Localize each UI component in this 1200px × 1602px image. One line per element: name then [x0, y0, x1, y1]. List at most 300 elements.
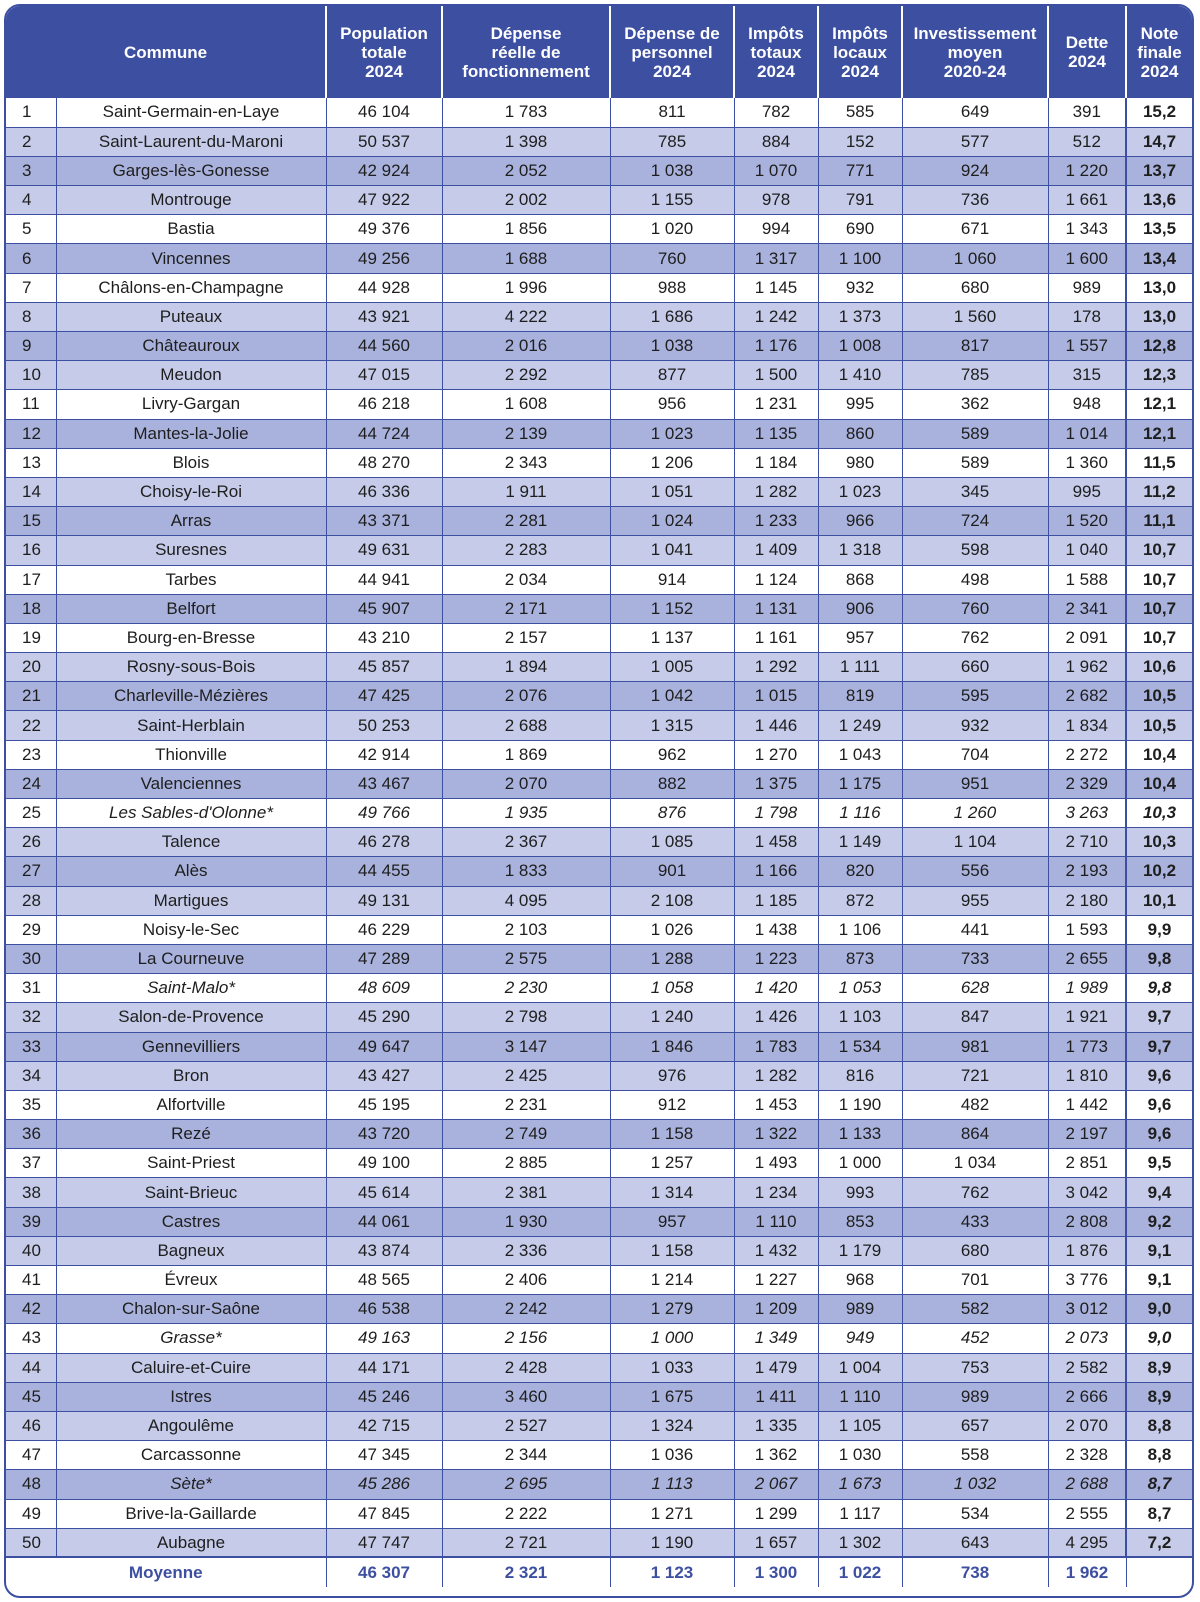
- dette-cell: 2 091: [1048, 623, 1126, 652]
- average-impots-totaux: 1 300: [734, 1557, 818, 1587]
- depense-personnel-cell: 1 315: [610, 711, 734, 740]
- table-row: [6, 448, 1192, 477]
- impots-totaux-cell: 1 145: [734, 273, 818, 302]
- dette-cell: 2 808: [1048, 1207, 1126, 1236]
- commune-cell: Châlons-en-Champagne: [56, 273, 326, 302]
- impots-locaux-cell: 1 249: [818, 711, 902, 740]
- investissement-cell: 704: [902, 740, 1048, 769]
- depense-personnel-cell: 957: [610, 1207, 734, 1236]
- depense-personnel-cell: 912: [610, 1090, 734, 1119]
- population-cell: 49 631: [326, 536, 442, 565]
- impots-locaux-cell: 1 190: [818, 1090, 902, 1119]
- impots-locaux-cell: 1 043: [818, 740, 902, 769]
- population-cell: 47 015: [326, 361, 442, 390]
- commune-cell: Puteaux: [56, 302, 326, 331]
- depense-personnel-cell: 1 000: [610, 1324, 734, 1353]
- depense-fonctionnement-cell: 2 575: [442, 944, 610, 973]
- population-cell: 49 766: [326, 799, 442, 828]
- depense-fonctionnement-cell: 3 147: [442, 1032, 610, 1061]
- depense-fonctionnement-cell: 2 343: [442, 448, 610, 477]
- depense-personnel-cell: 1 158: [610, 1120, 734, 1149]
- commune-cell: Bastia: [56, 215, 326, 244]
- depense-personnel-cell: 1 137: [610, 623, 734, 652]
- depense-fonctionnement-cell: 2 070: [442, 769, 610, 798]
- impots-locaux-cell: 932: [818, 273, 902, 302]
- rank-cell: 34: [6, 1061, 56, 1090]
- header-line: 2024: [841, 61, 879, 81]
- investissement-cell: 924: [902, 156, 1048, 185]
- investissement-cell: 441: [902, 915, 1048, 944]
- population-cell: 44 724: [326, 419, 442, 448]
- depense-fonctionnement-cell: 2 230: [442, 974, 610, 1003]
- header-line: 2024: [1140, 61, 1179, 81]
- commune-cell: Bron: [56, 1061, 326, 1090]
- investissement-cell: 1 260: [902, 799, 1048, 828]
- note-cell: 10,3: [1126, 828, 1192, 857]
- header-line: personnel: [631, 42, 713, 62]
- depense-fonctionnement-cell: 2 695: [442, 1470, 610, 1499]
- impots-totaux-cell: 1 453: [734, 1090, 818, 1119]
- impots-locaux-cell: 1 149: [818, 828, 902, 857]
- impots-totaux-cell: 1 110: [734, 1207, 818, 1236]
- rank-cell: 44: [6, 1353, 56, 1382]
- table-row: [6, 273, 1192, 302]
- depense-personnel-cell: 1 288: [610, 944, 734, 973]
- impots-totaux-cell: 1 135: [734, 419, 818, 448]
- rank-cell: 20: [6, 653, 56, 682]
- depense-fonctionnement-cell: 1 996: [442, 273, 610, 302]
- population-cell: 46 538: [326, 1295, 442, 1324]
- dette-cell: 2 180: [1048, 886, 1126, 915]
- impots-locaux-cell: 980: [818, 448, 902, 477]
- commune-cell: Saint-Priest: [56, 1149, 326, 1178]
- rank-cell: 36: [6, 1120, 56, 1149]
- dette-cell: 1 876: [1048, 1236, 1126, 1265]
- header-investissement: [902, 6, 1048, 98]
- depense-personnel-cell: 1 846: [610, 1032, 734, 1061]
- dette-cell: 2 073: [1048, 1324, 1126, 1353]
- header-line: 2024: [1068, 52, 1106, 71]
- note-cell: 9,6: [1126, 1090, 1192, 1119]
- header-line: locaux: [833, 42, 887, 62]
- note-cell: 10,5: [1126, 682, 1192, 711]
- header-line: 2024: [653, 61, 691, 81]
- note-cell: 11,5: [1126, 448, 1192, 477]
- impots-locaux-cell: 152: [818, 127, 902, 156]
- impots-totaux-cell: 978: [734, 186, 818, 215]
- note-cell: 8,7: [1126, 1470, 1192, 1499]
- impots-totaux-cell: 1 282: [734, 1061, 818, 1090]
- investissement-cell: 955: [902, 886, 1048, 915]
- dette-cell: 1 220: [1048, 156, 1126, 185]
- commune-cell: Saint-Herblain: [56, 711, 326, 740]
- note-cell: 11,1: [1126, 507, 1192, 536]
- depense-personnel-cell: 1 271: [610, 1499, 734, 1528]
- note-cell: 12,1: [1126, 390, 1192, 419]
- commune-cell: Livry-Gargan: [56, 390, 326, 419]
- depense-fonctionnement-cell: 2 052: [442, 156, 610, 185]
- header-line: 2020-24: [943, 61, 1007, 81]
- table-row: [6, 1090, 1192, 1119]
- population-cell: 47 922: [326, 186, 442, 215]
- depense-personnel-cell: 811: [610, 98, 734, 127]
- depense-fonctionnement-cell: 1 930: [442, 1207, 610, 1236]
- note-cell: 8,9: [1126, 1382, 1192, 1411]
- depense-personnel-cell: 1 058: [610, 974, 734, 1003]
- table-row: [6, 915, 1192, 944]
- population-cell: 47 345: [326, 1441, 442, 1470]
- average-label: Moyenne: [6, 1557, 326, 1587]
- dette-cell: 2 666: [1048, 1382, 1126, 1411]
- note-cell: 14,7: [1126, 127, 1192, 156]
- table-row: [6, 1266, 1192, 1295]
- depense-personnel-cell: 914: [610, 565, 734, 594]
- commune-cell: Thionville: [56, 740, 326, 769]
- commune-cell: Charleville-Mézières: [56, 682, 326, 711]
- rank-cell: 33: [6, 1032, 56, 1061]
- population-cell: 49 647: [326, 1032, 442, 1061]
- depense-fonctionnement-cell: 2 367: [442, 828, 610, 857]
- rank-cell: 32: [6, 1003, 56, 1032]
- rank-cell: 37: [6, 1149, 56, 1178]
- depense-personnel-cell: 1 324: [610, 1411, 734, 1440]
- population-cell: 47 747: [326, 1528, 442, 1557]
- depense-personnel-cell: 1 024: [610, 507, 734, 536]
- depense-personnel-cell: 1 042: [610, 682, 734, 711]
- commune-cell: Meudon: [56, 361, 326, 390]
- depense-fonctionnement-cell: 2 034: [442, 565, 610, 594]
- investissement-cell: 762: [902, 623, 1048, 652]
- rank-cell: 8: [6, 302, 56, 331]
- dette-cell: 2 688: [1048, 1470, 1126, 1499]
- depense-personnel-cell: 1 051: [610, 477, 734, 506]
- rank-cell: 2: [6, 127, 56, 156]
- impots-locaux-cell: 1 318: [818, 536, 902, 565]
- investissement-cell: 534: [902, 1499, 1048, 1528]
- header-line: Commune: [123, 42, 208, 62]
- table-row: [6, 1295, 1192, 1324]
- commune-cell: Choisy-le-Roi: [56, 477, 326, 506]
- depense-personnel-cell: 901: [610, 857, 734, 886]
- impots-totaux-cell: 2 067: [734, 1470, 818, 1499]
- population-cell: 46 229: [326, 915, 442, 944]
- depense-personnel-cell: 876: [610, 799, 734, 828]
- impots-locaux-cell: 989: [818, 1295, 902, 1324]
- table-row: [6, 390, 1192, 419]
- depense-fonctionnement-cell: 2 688: [442, 711, 610, 740]
- investissement-cell: 989: [902, 1382, 1048, 1411]
- note-cell: 9,9: [1126, 915, 1192, 944]
- dette-cell: 1 593: [1048, 915, 1126, 944]
- impots-locaux-cell: 995: [818, 390, 902, 419]
- table-row: [6, 1207, 1192, 1236]
- table-row: [6, 828, 1192, 857]
- commune-cell: Caluire-et-Cuire: [56, 1353, 326, 1382]
- table-row: [6, 1120, 1192, 1149]
- depense-fonctionnement-cell: 2 231: [442, 1090, 610, 1119]
- depense-fonctionnement-cell: 1 869: [442, 740, 610, 769]
- impots-locaux-cell: 1 373: [818, 302, 902, 331]
- header-line: Dépense: [490, 23, 562, 43]
- investissement-cell: 657: [902, 1411, 1048, 1440]
- dette-cell: 1 014: [1048, 419, 1126, 448]
- dette-cell: 1 360: [1048, 448, 1126, 477]
- rank-cell: 12: [6, 419, 56, 448]
- rank-cell: 3: [6, 156, 56, 185]
- population-cell: 47 425: [326, 682, 442, 711]
- population-cell: 43 371: [326, 507, 442, 536]
- commune-cell: Saint-Germain-en-Laye: [56, 98, 326, 127]
- table-row: [6, 1353, 1192, 1382]
- rank-cell: 43: [6, 1324, 56, 1353]
- population-cell: 44 941: [326, 565, 442, 594]
- investissement-cell: 362: [902, 390, 1048, 419]
- header-line: Note: [1140, 23, 1179, 43]
- impots-totaux-cell: 1 798: [734, 799, 818, 828]
- commune-cell: Angoulême: [56, 1411, 326, 1440]
- rank-cell: 15: [6, 507, 56, 536]
- rank-cell: 30: [6, 944, 56, 973]
- note-cell: 10,1: [1126, 886, 1192, 915]
- depense-personnel-cell: 1 190: [610, 1528, 734, 1557]
- table-row: [6, 1003, 1192, 1032]
- table-row: [6, 1061, 1192, 1090]
- impots-totaux-cell: 1 233: [734, 507, 818, 536]
- population-cell: 45 290: [326, 1003, 442, 1032]
- table-row: [6, 1499, 1192, 1528]
- population-cell: 43 921: [326, 302, 442, 331]
- table-row: [6, 565, 1192, 594]
- depense-fonctionnement-cell: 2 425: [442, 1061, 610, 1090]
- table-row: [6, 302, 1192, 331]
- population-cell: 48 565: [326, 1266, 442, 1295]
- commune-cell: Talence: [56, 828, 326, 857]
- population-cell: 44 171: [326, 1353, 442, 1382]
- impots-totaux-cell: 1 070: [734, 156, 818, 185]
- commune-cell: Suresnes: [56, 536, 326, 565]
- impots-totaux-cell: 1 223: [734, 944, 818, 973]
- commune-cell: Bagneux: [56, 1236, 326, 1265]
- note-cell: 9,6: [1126, 1061, 1192, 1090]
- rank-cell: 27: [6, 857, 56, 886]
- impots-locaux-cell: 819: [818, 682, 902, 711]
- investissement-cell: 736: [902, 186, 1048, 215]
- depense-fonctionnement-cell: 1 856: [442, 215, 610, 244]
- rank-cell: 5: [6, 215, 56, 244]
- table-row: [6, 799, 1192, 828]
- depense-fonctionnement-cell: 2 283: [442, 536, 610, 565]
- investissement-cell: 733: [902, 944, 1048, 973]
- commune-cell: Carcassonne: [56, 1441, 326, 1470]
- dette-cell: 1 600: [1048, 244, 1126, 273]
- population-cell: 43 210: [326, 623, 442, 652]
- depense-fonctionnement-cell: 2 103: [442, 915, 610, 944]
- depense-personnel-cell: 1 686: [610, 302, 734, 331]
- impots-totaux-cell: 1 458: [734, 828, 818, 857]
- impots-locaux-cell: 1 179: [818, 1236, 902, 1265]
- table-row: [6, 477, 1192, 506]
- header-note: [1126, 6, 1192, 98]
- impots-totaux-cell: 782: [734, 98, 818, 127]
- table-row: [6, 215, 1192, 244]
- dette-cell: 178: [1048, 302, 1126, 331]
- commune-cell: Noisy-le-Sec: [56, 915, 326, 944]
- table-header: [6, 6, 1192, 98]
- note-cell: 13,7: [1126, 156, 1192, 185]
- note-cell: 8,9: [1126, 1353, 1192, 1382]
- depense-fonctionnement-cell: 1 894: [442, 653, 610, 682]
- commune-cell: Montrouge: [56, 186, 326, 215]
- impots-locaux-cell: 1 110: [818, 1382, 902, 1411]
- impots-locaux-cell: 791: [818, 186, 902, 215]
- depense-personnel-cell: 1 085: [610, 828, 734, 857]
- dette-cell: 1 834: [1048, 711, 1126, 740]
- impots-totaux-cell: 1 282: [734, 477, 818, 506]
- depense-personnel-cell: 988: [610, 273, 734, 302]
- population-cell: 50 253: [326, 711, 442, 740]
- impots-totaux-cell: 1 166: [734, 857, 818, 886]
- population-cell: 48 270: [326, 448, 442, 477]
- investissement-cell: 595: [902, 682, 1048, 711]
- note-cell: 13,0: [1126, 302, 1192, 331]
- investissement-cell: 753: [902, 1353, 1048, 1382]
- commune-cell: Martigues: [56, 886, 326, 915]
- commune-cell: Tarbes: [56, 565, 326, 594]
- dette-cell: 1 040: [1048, 536, 1126, 565]
- impots-totaux-cell: 1 432: [734, 1236, 818, 1265]
- dette-cell: 1 343: [1048, 215, 1126, 244]
- impots-locaux-cell: 1 030: [818, 1441, 902, 1470]
- depense-personnel-cell: 1 038: [610, 156, 734, 185]
- table-row: [6, 682, 1192, 711]
- note-cell: 9,4: [1126, 1178, 1192, 1207]
- rank-cell: 28: [6, 886, 56, 915]
- rank-cell: 46: [6, 1411, 56, 1440]
- impots-locaux-cell: 1 116: [818, 799, 902, 828]
- impots-totaux-cell: 1 292: [734, 653, 818, 682]
- rank-cell: 49: [6, 1499, 56, 1528]
- dette-cell: 2 193: [1048, 857, 1126, 886]
- average-population: 46 307: [326, 1557, 442, 1587]
- dette-cell: 2 070: [1048, 1411, 1126, 1440]
- depense-personnel-cell: 882: [610, 769, 734, 798]
- note-cell: 8,8: [1126, 1411, 1192, 1440]
- investissement-cell: 598: [902, 536, 1048, 565]
- depense-personnel-cell: 1 020: [610, 215, 734, 244]
- impots-locaux-cell: 1 534: [818, 1032, 902, 1061]
- note-cell: 7,2: [1126, 1528, 1192, 1557]
- depense-fonctionnement-cell: 2 242: [442, 1295, 610, 1324]
- investissement-cell: 452: [902, 1324, 1048, 1353]
- table-row: [6, 507, 1192, 536]
- depense-fonctionnement-cell: 2 139: [442, 419, 610, 448]
- impots-locaux-cell: 820: [818, 857, 902, 886]
- note-cell: 9,0: [1126, 1324, 1192, 1353]
- dette-cell: 3 012: [1048, 1295, 1126, 1324]
- header-line: Population: [340, 23, 428, 43]
- rank-cell: 40: [6, 1236, 56, 1265]
- header-line: Impôts: [748, 23, 804, 43]
- average-depense-personnel: 1 123: [610, 1557, 734, 1587]
- population-cell: 46 336: [326, 477, 442, 506]
- dette-cell: 2 682: [1048, 682, 1126, 711]
- header-depense-fonctionnement: [442, 6, 610, 98]
- note-cell: 10,7: [1126, 536, 1192, 565]
- impots-totaux-cell: 1 335: [734, 1411, 818, 1440]
- depense-fonctionnement-cell: 2 798: [442, 1003, 610, 1032]
- commune-cell: Bourg-en-Bresse: [56, 623, 326, 652]
- note-cell: 13,5: [1126, 215, 1192, 244]
- commune-cell: Saint-Malo*: [56, 974, 326, 1003]
- impots-locaux-cell: 1 111: [818, 653, 902, 682]
- depense-personnel-cell: 1 041: [610, 536, 734, 565]
- note-cell: 8,8: [1126, 1441, 1192, 1470]
- rank-cell: 7: [6, 273, 56, 302]
- header-line: 2024: [757, 61, 795, 81]
- depense-fonctionnement-cell: 2 002: [442, 186, 610, 215]
- table-row: [6, 594, 1192, 623]
- impots-locaux-cell: 1 105: [818, 1411, 902, 1440]
- population-cell: 42 924: [326, 156, 442, 185]
- depense-fonctionnement-cell: 2 157: [442, 623, 610, 652]
- investissement-cell: 951: [902, 769, 1048, 798]
- dette-cell: 3 776: [1048, 1266, 1126, 1295]
- rank-cell: 41: [6, 1266, 56, 1295]
- note-cell: 11,2: [1126, 477, 1192, 506]
- impots-totaux-cell: 1 209: [734, 1295, 818, 1324]
- header-population: [326, 6, 442, 98]
- table-row: [6, 361, 1192, 390]
- investissement-cell: 785: [902, 361, 1048, 390]
- impots-totaux-cell: 1 184: [734, 448, 818, 477]
- commune-cell: Rosny-sous-Bois: [56, 653, 326, 682]
- investissement-cell: 589: [902, 419, 1048, 448]
- population-cell: 49 376: [326, 215, 442, 244]
- rank-cell: 10: [6, 361, 56, 390]
- investissement-cell: 582: [902, 1295, 1048, 1324]
- impots-locaux-cell: 585: [818, 98, 902, 127]
- population-cell: 47 845: [326, 1499, 442, 1528]
- average-impots-locaux: 1 022: [818, 1557, 902, 1587]
- population-cell: 49 256: [326, 244, 442, 273]
- rank-cell: 9: [6, 332, 56, 361]
- impots-locaux-cell: 1 106: [818, 915, 902, 944]
- note-cell: 9,5: [1126, 1149, 1192, 1178]
- note-cell: 10,7: [1126, 623, 1192, 652]
- header-line: totaux: [750, 42, 802, 62]
- impots-locaux-cell: 872: [818, 886, 902, 915]
- table-row: [6, 653, 1192, 682]
- rank-cell: 21: [6, 682, 56, 711]
- table-body: [6, 98, 1192, 1557]
- rank-cell: 14: [6, 477, 56, 506]
- depense-fonctionnement-cell: 2 344: [442, 1441, 610, 1470]
- note-cell: 10,6: [1126, 653, 1192, 682]
- population-cell: 49 100: [326, 1149, 442, 1178]
- impots-locaux-cell: 1 410: [818, 361, 902, 390]
- impots-totaux-cell: 1 124: [734, 565, 818, 594]
- impots-totaux-cell: 1 375: [734, 769, 818, 798]
- commune-cell: Aubagne: [56, 1528, 326, 1557]
- impots-totaux-cell: 1 438: [734, 915, 818, 944]
- rank-cell: 45: [6, 1382, 56, 1411]
- investissement-cell: 721: [902, 1061, 1048, 1090]
- depense-fonctionnement-cell: 3 460: [442, 1382, 610, 1411]
- impots-locaux-cell: 868: [818, 565, 902, 594]
- dette-cell: 1 520: [1048, 507, 1126, 536]
- commune-cell: Alès: [56, 857, 326, 886]
- note-cell: 15,2: [1126, 98, 1192, 127]
